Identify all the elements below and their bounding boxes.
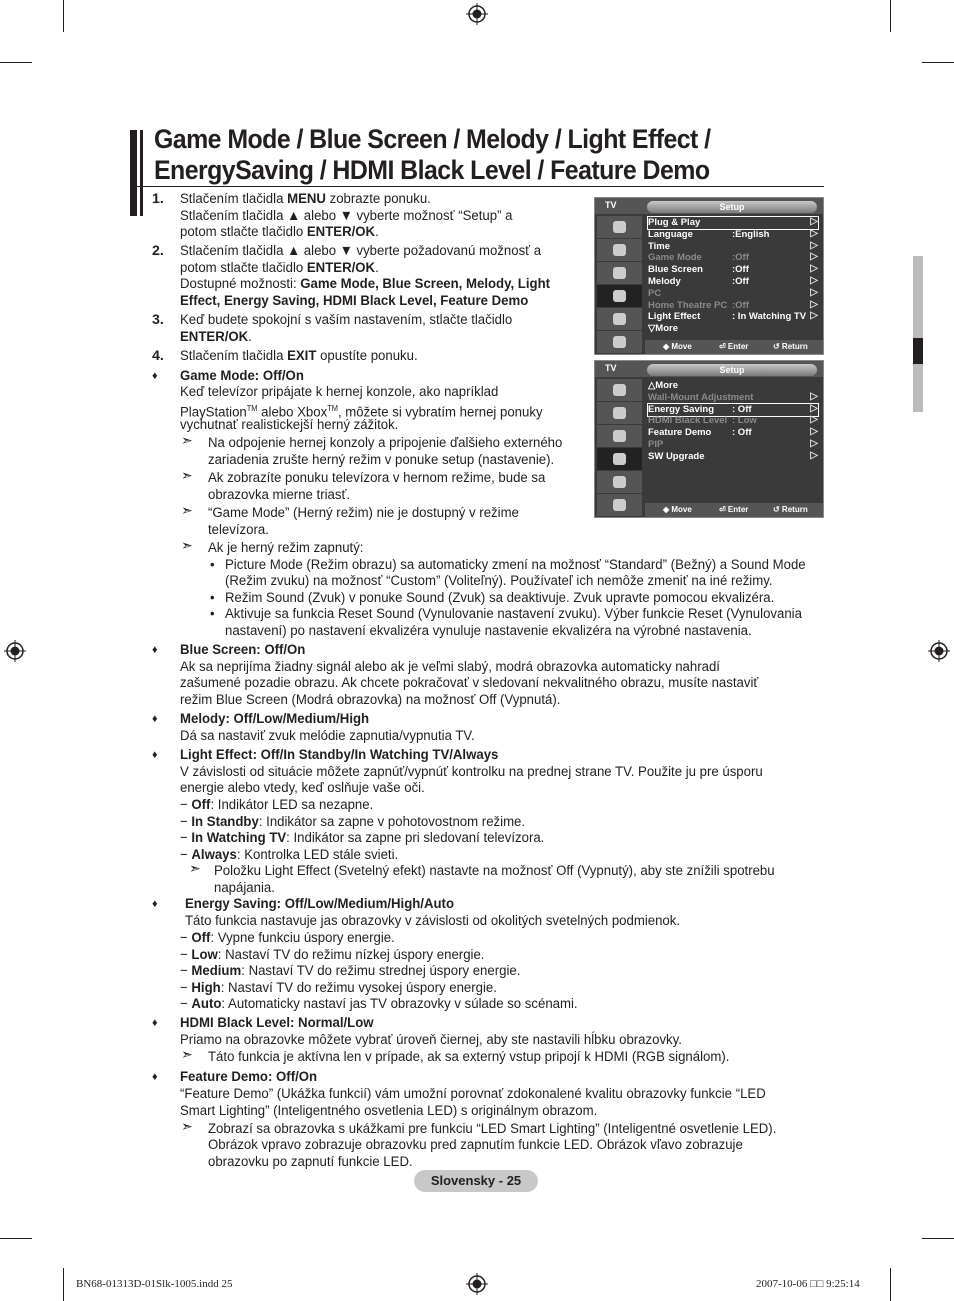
step-number: 2. [152, 243, 164, 259]
option-item: − Off: Vypne funkciu úspory energie. [180, 930, 395, 946]
crop-mark [890, 1268, 891, 1301]
osd-category-icons [596, 215, 643, 354]
title-rule [130, 186, 824, 187]
crop-mark [63, 0, 64, 32]
osd-category-icon [597, 262, 642, 284]
osd-menu-item: Melody :Off ▷ [648, 275, 818, 287]
bullet-diamond: ♦ [152, 1071, 158, 1083]
bullet-diamond: ♦ [152, 644, 158, 656]
osd-category-icon [597, 379, 642, 401]
registration-mark-icon [466, 3, 488, 25]
bullet-diamond: ♦ [152, 713, 158, 725]
step-number: 1. [152, 191, 164, 207]
registration-mark-icon [928, 640, 950, 662]
osd-category-icon [597, 331, 642, 353]
note-arrow-icon: ➣ [181, 502, 193, 518]
osd-menu-item: HDMI Black Level : Low ▷ [648, 414, 818, 427]
osd-category-icon [597, 239, 642, 261]
page-number-badge: Slovensky - 25 [414, 1170, 538, 1192]
step-text: Stlačením tlačidla MENU zobrazte ponuku. [180, 191, 431, 207]
osd-setup-menu-1: TV Setup Plug & Play ▷ Language :English ▷ Time ▷ Game Mode :Off ▷ Blue Screen :Off ▷ Melody :Off ▷ PC ▷ Home Theatre PC :Off ▷ Light Effect : In Watching TV ▷ ▽More ◆ Move ⏎ Enter ↺ Return [594, 197, 824, 355]
option-item: − Auto: Automaticky nastaví jas TV obrazovky v súlade so scénami. [180, 996, 578, 1013]
registration-mark-icon [466, 1273, 488, 1295]
step-text: Stlačením tlačidla ▲ alebo ▼ vyberte možnosť “Setup” a [180, 207, 513, 224]
osd-menu-item: Blue Screen :Off ▷ [648, 263, 818, 276]
osd-menu-item: Feature Demo : Off ▷ [648, 426, 818, 439]
crop-mark [922, 62, 954, 63]
step-text: Stlačením tlačidla EXIT opustíte ponuku. [180, 348, 418, 364]
osd-menu-item: Light Effect : In Watching TV ▷ [648, 310, 818, 323]
game-mode-heading: Game Mode: Off/On [180, 368, 304, 384]
step-text: Stlačením tlačidla ▲ alebo ▼ vyberte požadovanú možnosť a [180, 243, 542, 259]
osd-menu-item: Time ▷ [648, 239, 818, 252]
step-number: 4. [152, 348, 164, 364]
bullet-diamond: ♦ [152, 898, 158, 910]
osd-category-icon [597, 471, 642, 493]
osd-category-icon [597, 425, 642, 447]
bullet-diamond: ♦ [152, 1017, 158, 1029]
hdmi-black-level-heading: HDMI Black Level: Normal/Low [180, 1015, 374, 1031]
osd-menu-item: PIP ▷ [648, 438, 818, 450]
step-number: 3. [152, 312, 164, 328]
osd-menu-item: Game Mode :Off ▷ [648, 251, 818, 264]
bullet-diamond: ♦ [152, 370, 158, 382]
date-slug: 2007-10-06 □□ 9:25:14 [756, 1278, 860, 1290]
note-arrow-icon: ➣ [181, 467, 193, 483]
osd-footer: ◆ Move ⏎ Enter ↺ Return [645, 503, 823, 517]
bullet-diamond: ♦ [152, 749, 158, 761]
crop-mark [890, 0, 891, 32]
osd-menu-title: Setup [647, 364, 817, 376]
step-text: potom stlačte tlačidlo ENTER/OK. [180, 259, 379, 276]
osd-menu-item: PC ▷ [648, 286, 818, 299]
feature-demo-heading: Feature Demo: Off/On [180, 1069, 318, 1085]
file-slug: BN68-01313D-01Slk-1005.indd 25 [76, 1278, 233, 1290]
melody-heading: Melody: Off/Low/Medium/High [180, 711, 370, 727]
osd-category-icon [597, 285, 642, 307]
osd-menu-item: Language :English ▷ [648, 227, 818, 240]
crop-mark [0, 62, 32, 63]
blue-screen-heading: Blue Screen: Off/On [180, 642, 306, 658]
chapter-side-tab [913, 256, 923, 412]
osd-footer: ◆ Move ⏎ Enter ↺ Return [645, 340, 823, 354]
osd-category-icon [597, 494, 642, 516]
option-item: − In Watching TV: Indikátor sa zapne pri sledovaní televízora. [180, 830, 545, 847]
osd-menu-item: △More [648, 380, 679, 391]
option-item: − In Standby: Indikátor sa zapne v pohotovostnom režime. [180, 813, 526, 830]
step-text: Dostupné možnosti: Game Mode, Blue Screen, Melody, Light [180, 276, 551, 293]
step-text: Effect, Energy Saving, HDMI Black Level, Feature Demo [180, 292, 529, 309]
note-arrow-icon: ➣ [181, 432, 193, 448]
option-item: − Low: Nastaví TV do režimu nízkej úspory energie. [180, 946, 485, 963]
note-arrow-icon: ➣ [181, 1118, 193, 1134]
note-arrow-icon: ➣ [181, 1046, 193, 1062]
osd-category-icon [597, 308, 642, 330]
step-text: potom stlačte tlačidlo ENTER/OK. [180, 224, 379, 241]
osd-menu-title: Setup [647, 201, 817, 213]
osd-menu-item: Wall-Mount Adjustment ▷ [648, 390, 818, 403]
option-item: − Medium: Nastaví TV do režimu strednej úspory energie. [180, 963, 521, 980]
osd-menu-item: Energy Saving : Off ▷ [648, 402, 818, 415]
crop-mark [63, 1268, 64, 1301]
osd-setup-menu-2: TV Setup △More Wall-Mount Adjustment ▷ Energy Saving : Off ▷ HDMI Black Level : Low ▷ Feature Demo : Off ▷ PIP ▷ SW Upgrade ▷ ◆ Move ⏎ Enter ↺ Return [594, 360, 824, 518]
note-arrow-icon: ➣ [181, 537, 193, 553]
osd-menu-item: Plug & Play ▷ [648, 216, 818, 228]
osd-category-icons [596, 378, 643, 517]
chapter-side-tab-active [913, 338, 923, 364]
crop-mark [0, 1238, 32, 1239]
page-title: Game Mode / Blue Screen / Melody / Light Effect / EnergySaving / HDMI Black Level / Feature Demo [154, 124, 711, 185]
registration-mark-icon [4, 640, 26, 662]
osd-menu-item: ▽More [648, 323, 679, 335]
option-item: − High: Nastaví TV do režimu vysokej úspory energie. [180, 979, 497, 996]
osd-category-icon [597, 402, 642, 424]
step-text: ENTER/OK. [180, 328, 252, 345]
osd-menu-item: Home Theatre PC :Off ▷ [648, 298, 818, 311]
light-effect-heading: Light Effect: Off/In Standby/In Watching TV/Always [180, 747, 499, 763]
note-arrow-icon: ➣ [189, 860, 201, 876]
step-text: Keď budete spokojní s vaším nastavením, stlačte tlačidlo [180, 312, 513, 328]
osd-category-icon [597, 448, 642, 470]
energy-saving-heading: Energy Saving: Off/Low/Medium/High/Auto [185, 896, 455, 912]
game-mode-line2: PlayStation™ alebo Xbox™, môžete si vybratím hernej ponuky [180, 404, 543, 421]
option-item: − Off: Indikátor LED sa nezapne. [180, 797, 374, 813]
option-item: − Always: Kontrolka LED stále svieti. [180, 846, 399, 863]
osd-menu-item: SW Upgrade ▷ [648, 449, 818, 462]
crop-mark [922, 1238, 954, 1239]
osd-category-icon [597, 216, 642, 238]
